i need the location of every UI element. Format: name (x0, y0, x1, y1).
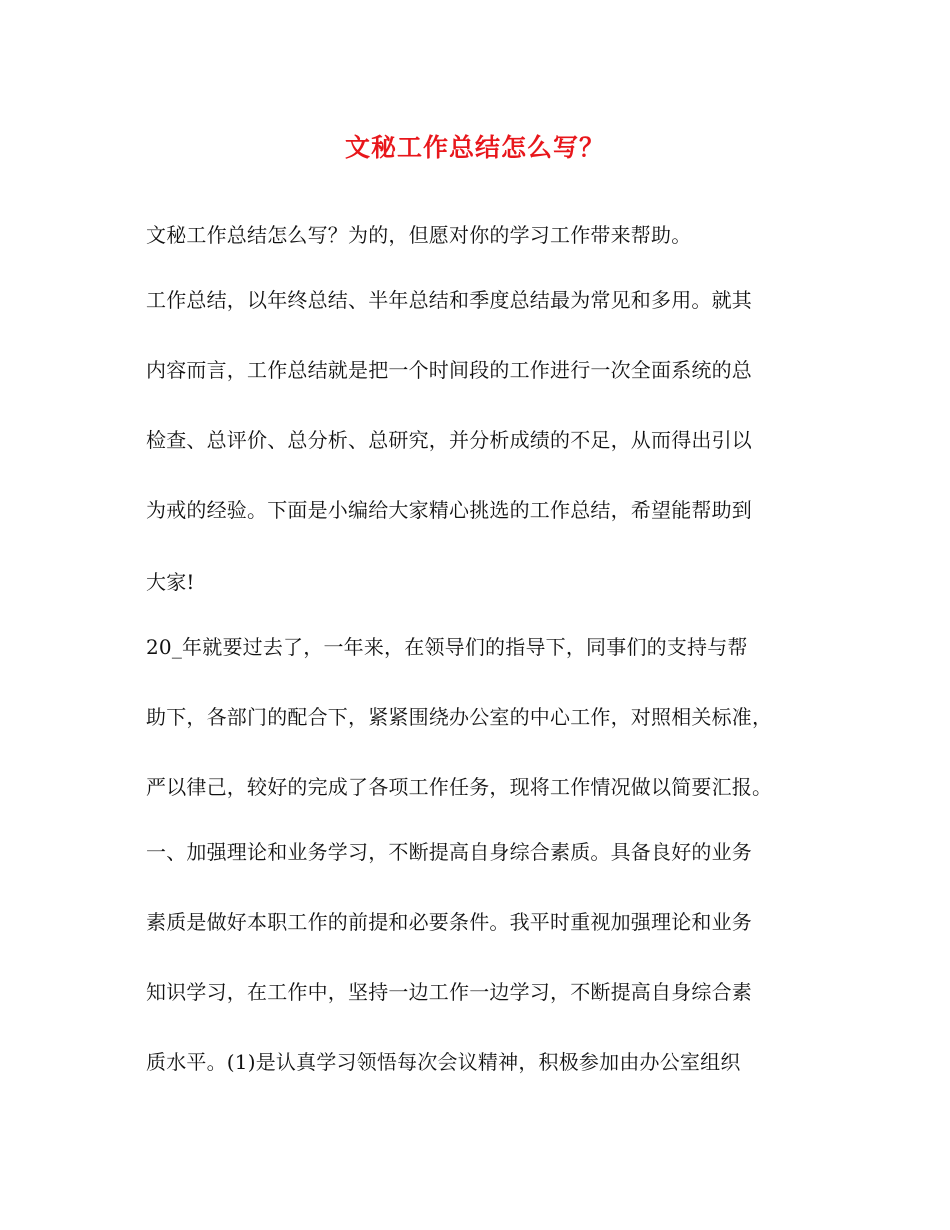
paragraph-line: 20_年就要过去了，一年来，在领导们的指导下，同事们的支持与帮 (146, 635, 748, 659)
paragraph-line: 为戒的经验。下面是小编给大家精心挑选的工作总结，希望能帮助到 (146, 498, 752, 522)
paragraph-line: 文秘工作总结怎么写？为的，但愿对你的学习工作带来帮助。 (146, 223, 692, 247)
paragraph-line: 素质是做好本职工作的前提和必要条件。我平时重视加强理论和业务 (146, 910, 752, 934)
paragraph-line: 质水平。(1)是认真学习领悟每次会议精神，积极参加由办公室组织 (146, 1050, 741, 1074)
paragraph-line: 检查、总评价、总分析、总研究，并分析成绩的不足，从而得出引以 (146, 428, 752, 452)
document-title: 文秘工作总结怎么写？ (344, 133, 605, 162)
paragraph-line: 一、加强理论和业务学习，不断提高自身综合素质。具备良好的业务 (146, 840, 752, 864)
paragraph-line: 工作总结，以年终总结、半年总结和季度总结最为常见和多用。就其 (146, 288, 752, 312)
paragraph-line: 助下，各部门的配合下，紧紧围绕办公室的中心工作，对照相关标准， (146, 705, 773, 729)
paragraph-line: 知识学习，在工作中，坚持一边工作一边学习，不断提高自身综合素 (146, 980, 752, 1004)
paragraph-line: 严以律己，较好的完成了各项工作任务，现将工作情况做以简要汇报。 (146, 775, 773, 799)
paragraph-line: 内容而言，工作总结就是把一个时间段的工作进行一次全面系统的总 (146, 358, 752, 382)
paragraph-line: 大家! (146, 570, 195, 594)
